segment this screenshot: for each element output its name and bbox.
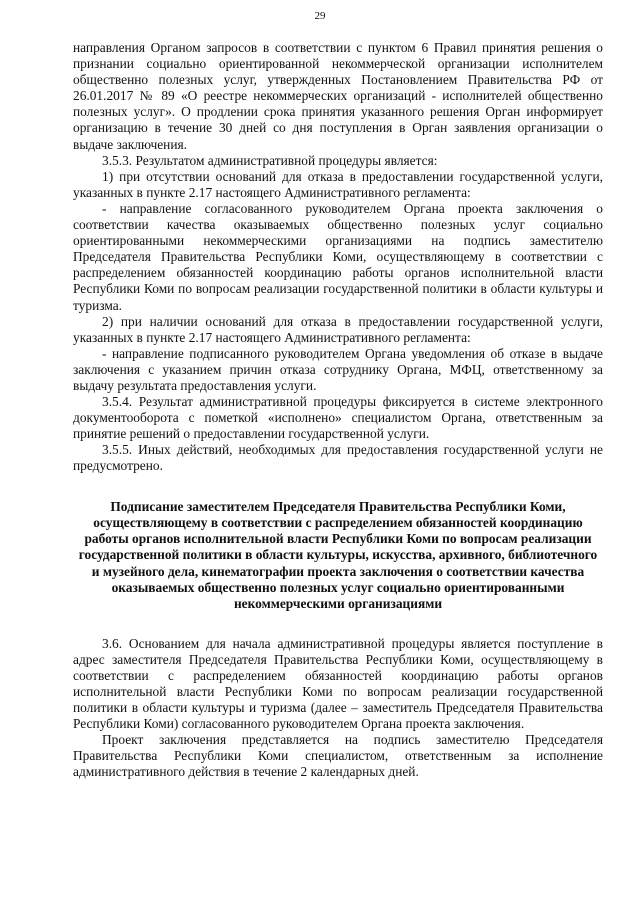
paragraph-3-5-4: 3.5.4. Результат административной процедуры фиксируется в системе электронного документооборота с пометкой «исполнено» специалистом Органа, ответственным за принятие решений о предоставлении государственной услуги. (73, 394, 603, 442)
paragraph-project-submission: Проект заключения представляется на подпись заместителю Председателя Правительства Республики Коми специалистом, ответственным за исполнение административного действия в течение 2 календарных дней. (73, 732, 603, 780)
document-body (73, 40, 603, 780)
paragraph-3-5-5: 3.5.5. Иных действий, необходимых для предоставления государственной услуги не предусмотрено. (73, 442, 603, 474)
paragraph-3-5-3: 3.5.3. Результатом административной процедуры является: (102, 152, 438, 168)
paragraph-item-1: 1) при отсутствии оснований для отказа в предоставлении государственной услуги, указанных в пункте 2.17 настоящего Административного регламента: (73, 168, 603, 200)
section-heading: Подписание заместителем Председателя Правительства Республики Коми, осуществляющему в соответствии с распределением обязанностей координацию работы органов исполнительной власти Республики Коми по вопросам реализации государственной политики в области культуры, искусства, архивного, библиотечного и музейного дела, кинематографии проекта заключения о соответствии качества оказываемых общественно полезных услуг социально ориентированными некоммерческими организациями (78, 498, 598, 612)
paragraph-3-6: 3.6. Основанием для начала административной процедуры является поступление в адрес заместителя Председателя Правительства Республики Коми, осуществляющему в соответствии с распределением обязанностей координацию работы органов исполнительной власти Республики Коми по вопросам реализации государственной политики в области культуры и туризма (далее – заместитель Председателя Правительства Республики Коми) согласованного руководителем Органа проекта заключения. (73, 635, 603, 732)
page-number: 29 (314, 10, 326, 22)
paragraph-item-1-dash: - направление согласованного руководителем Органа проекта заключения о соответствии качества оказываемых общественно полезных услуг социально ориентированными некоммерческими организациями на подпись заместителю Председателя Правительства Республики Коми, осуществляющему в соответствии с распределением обязанностей координацию работы органов исполнительной власти Республики Коми по вопросам реализации государственной политики в области культуры и туризма. (73, 200, 603, 313)
paragraph-item-2: 2) при наличии оснований для отказа в предоставлении государственной услуги, указанных в пункте 2.17 настоящего Административного регламента: (73, 313, 603, 345)
paragraph-item-2-dash: - направление подписанного руководителем Органа уведомления об отказе в выдаче заключения с указанием причин отказа сотруднику Органа, МФЦ, ответственному за выдачу результата предоставления услуги. (73, 345, 603, 393)
paragraph-continuation: направления Органом запросов в соответствии с пунктом 6 Правил принятия решения о признании социально ориентированной некоммерческой организации исполнителем общественно полезных услуг, утвержденных Постановлением Правительства РФ от 26.01.2017 № 89 «О реестре некоммерческих организаций - исполнителей общественно полезных услуг». О продлении срока принятия указанного решения Орган информирует организацию в течение 30 дней со дня поступления в Орган заявления организации о выдаче заключения. (73, 40, 603, 152)
